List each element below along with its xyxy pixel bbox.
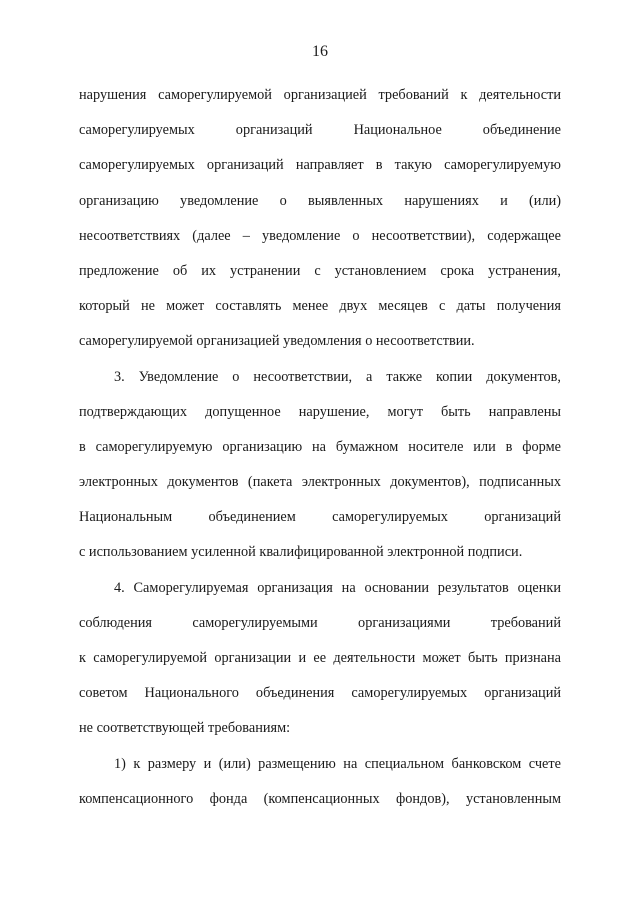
text-line: подтверждающих допущенное нарушение, могут быть направлены [79, 403, 561, 420]
text-line: предложение об их устранении с установлением срока устранения, [79, 262, 561, 279]
paragraph-item-3 [79, 360, 561, 571]
text-line: компенсационного фонда (компенсационных фондов), установленным [79, 790, 561, 807]
text-line: электронных документов (пакета электронных документов), подписанных [79, 474, 561, 491]
text-line: саморегулируемых организаций направляет в такую саморегулируемую [79, 157, 561, 174]
text-line: 4. Саморегулируемая организация на основании результатов оценки [114, 579, 561, 596]
text-line: с использованием усиленной квалифицированной электронной подписи. [79, 544, 523, 561]
text-line: в саморегулируемую организацию на бумажном носителе или в форме [79, 438, 561, 455]
text-line: 3. Уведомление о несоответствии, а также копии документов, [114, 368, 561, 385]
text-line: советом Национального объединения саморегулируемых организаций [79, 685, 561, 702]
paragraph-subitem-1 [79, 747, 561, 817]
text-line: к саморегулируемой организации и ее деятельности может быть признана [79, 650, 561, 666]
paragraph-item-4 [79, 571, 561, 747]
text-line: несоответствиях (далее – уведомление о несоответствии), содержащее [79, 227, 561, 244]
text-line: нарушения саморегулируемой организацией требований к деятельности [79, 87, 561, 103]
paragraph-continuation [79, 78, 561, 360]
text-line: который не может составлять менее двух месяцев с даты получения [79, 298, 561, 315]
text-line: не соответствующей требованиям: [79, 720, 291, 737]
text-line: саморегулируемой организацией уведомления о несоответствии. [79, 333, 475, 350]
text-line: саморегулируемых организаций Национальное объединение [79, 122, 561, 139]
document-body [79, 78, 561, 817]
text-line: организацию уведомление о выявленных нарушениях и (или) [79, 192, 561, 209]
text-line: соблюдения саморегулируемыми организациями требований [79, 614, 561, 631]
page-number: 16 [312, 43, 328, 60]
text-line: Национальным объединением саморегулируемых организаций [79, 509, 561, 526]
text-line: 1) к размеру и (или) размещению на специальном банковском счете [114, 755, 561, 772]
